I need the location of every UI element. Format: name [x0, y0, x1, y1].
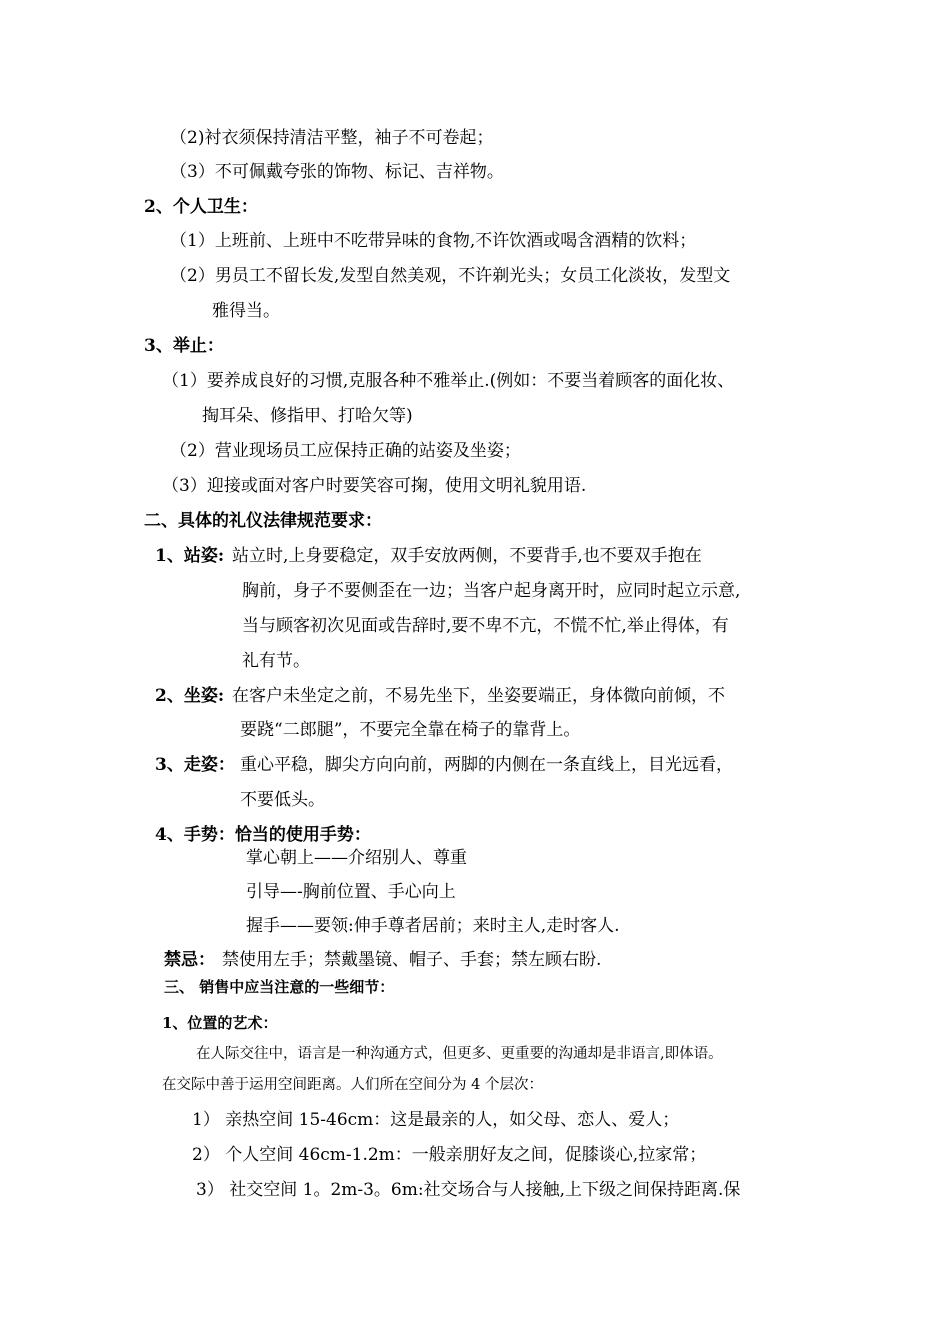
section-heading: 1、位置的艺术： [162, 1014, 278, 1032]
text-line: 引导—-胸前位置、手心向上 [246, 882, 456, 902]
text-line: （3）不可佩戴夸张的饰物、标记、吉祥物。 [170, 162, 504, 182]
text-line: 在交际中善于运用空间距离。人们所在空间分为 4 个层次： [162, 1077, 543, 1093]
text-line: 在客户未坐定之前，不易先坐下，坐姿要端正，身体微向前倾，不 [232, 686, 725, 706]
list-item: 3） 社交空间 1。2m-3。6m:社交场合与人接触,上下级之间保持距离.保 [196, 1180, 741, 1200]
list-item: 2） 个人空间 46cm-1.2m：一般亲朋好友之间，促膝谈心,拉家常； [192, 1145, 707, 1165]
text-line: （1）要养成良好的习惯,克服各种不雅举止.(例如：不要当着顾客的面化妆、 [162, 371, 735, 391]
text-line: （2）营业现场员工应保持正确的站姿及坐姿； [170, 441, 521, 461]
text-line: 雅得当。 [212, 301, 280, 321]
text-line: 掏耳朵、修指甲、打哈欠等) [202, 406, 413, 426]
text-line: 胸前，身子不要侧歪在一边；当客户起身离开时，应同时起立示意, [242, 581, 741, 601]
chapter-heading: 二、具体的礼仪法律规范要求： [144, 511, 382, 531]
text-line: 礼有节。 [242, 651, 310, 671]
item-label: 2、坐姿: [155, 686, 225, 706]
text-line: 当与顾客初次见面或告辞时,要不卑不亢，不慌不忙,举止得体，有 [242, 616, 729, 636]
text-line: 禁使用左手；禁戴墨镜、帽子、手套；禁左顾右盼. [222, 950, 602, 970]
text-line: （3）迎接或面对客户时要笑容可掬，使用文明礼貌用语. [162, 476, 587, 496]
text-line: 站立时,上身要稳定，双手安放两侧，不要背手,也不要双手抱在 [232, 546, 702, 566]
item-label: 4、手势：恰当的使用手势： [155, 825, 371, 845]
text-line: 掌心朝上——介绍别人、尊重 [246, 848, 467, 868]
taboo-label: 禁忌： [164, 950, 215, 970]
item-label: 1、站姿: [155, 546, 225, 566]
section-heading: 3、举止： [144, 336, 224, 356]
text-line: 握手——要领:伸手尊者居前；来时主人,走时客人. [246, 916, 620, 936]
text-line: （1）上班前、上班中不吃带异味的食物,不许饮酒或喝含酒精的饮料； [170, 231, 697, 251]
text-line: 要跷“二郎腿”，不要完全靠在椅子的靠背上。 [240, 720, 581, 740]
text-line: 不要低头。 [240, 790, 325, 810]
text-line: 在人际交往中，语言是一种沟通方式，但更多、更重要的沟通却是非语言,即体语。 [196, 1046, 723, 1062]
item-label: 3、走姿： [155, 755, 235, 775]
text-line: （2）男员工不留长发,发型自然美观，不许剃光头；女员工化淡妆，发型文 [170, 266, 731, 286]
chapter-heading: 三、 销售中应当注意的一些细节： [164, 978, 395, 996]
text-line: 重心平稳，脚尖方向向前，两脚的内侧在一条直线上，目光远看， [240, 755, 733, 775]
text-line: （2)衬衣须保持清洁平整，袖子不可卷起； [170, 128, 494, 148]
section-heading: 2、个人卫生： [144, 197, 258, 217]
list-item: 1） 亲热空间 15-46cm：这是最亲的人，如父母、恋人、爱人； [192, 1110, 680, 1130]
